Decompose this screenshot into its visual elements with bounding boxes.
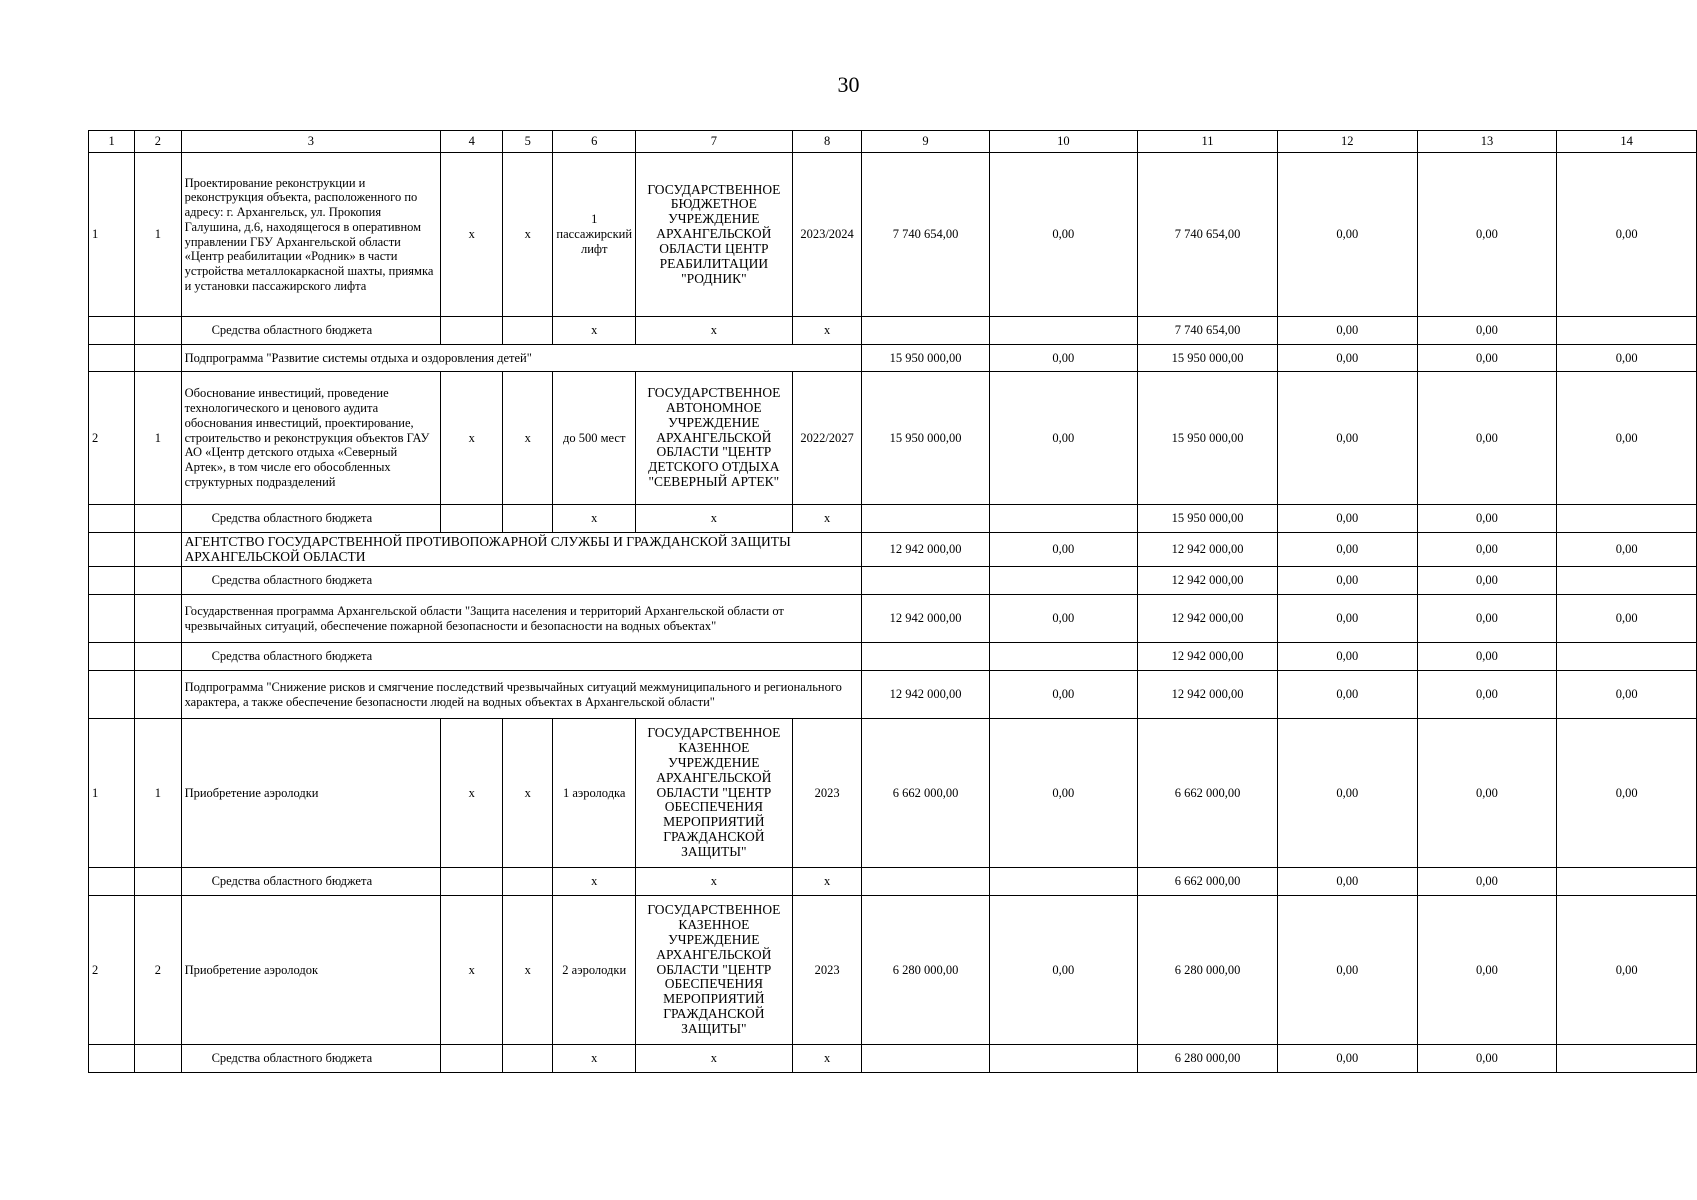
amount-col9: 15 950 000,00	[862, 345, 989, 372]
row-subnumber: 1	[135, 719, 181, 868]
amount-col11: 15 950 000,00	[1138, 345, 1278, 372]
amount-col13: 0,00	[1417, 533, 1557, 567]
agency-title: АГЕНТСТВО ГОСУДАРСТВЕННОЙ ПРОТИВОПОЖАРНОЙ СЛУЖБЫ И ГРАЖДАНСКОЙ ЗАЩИТЫ АРХАНГЕЛЬСКОЙ ОБЛАСТИ	[181, 533, 862, 567]
cell-col8: х	[792, 1045, 862, 1073]
amount-col12: 0,00	[1277, 505, 1417, 533]
column-header: 6	[553, 131, 636, 153]
row-subnumber: 1	[135, 153, 181, 317]
amount-col14: 0,00	[1557, 719, 1697, 868]
table-row-budget	[89, 643, 1697, 671]
amount-col13: 0,00	[1417, 896, 1557, 1045]
table-row-budget	[89, 868, 1697, 896]
amount-col13: 0,00	[1417, 868, 1557, 896]
column-header: 5	[503, 131, 553, 153]
amount-col12: 0,00	[1277, 1045, 1417, 1073]
page-number: 30	[837, 72, 860, 97]
table-row	[89, 372, 1697, 505]
period-cell: 2023/2024	[792, 153, 862, 317]
amount-col13: 0,00	[1417, 643, 1557, 671]
cell-col4: х	[441, 719, 503, 868]
column-header: 12	[1277, 131, 1417, 153]
row-number: 1	[89, 719, 135, 868]
amount-col13: 0,00	[1417, 567, 1557, 595]
budget-label: Средства областного бюджета	[181, 1045, 441, 1073]
cell-col5: х	[503, 153, 553, 317]
amount-col11: 6 662 000,00	[1138, 719, 1278, 868]
project-title: Обоснование инвестиций, проведение технологического и ценового аудита обоснования инвестиций, проектирование, строительство и реконструкция объектов ГАУ АО «Центр детского отдыха «Северный Артек», в том числе его обособленных структурных подразделений	[181, 372, 441, 505]
amount-col10: 0,00	[989, 372, 1137, 505]
row-number: 2	[89, 896, 135, 1045]
column-header: 13	[1417, 131, 1557, 153]
cell-col8: х	[792, 317, 862, 345]
capacity-cell: 2 аэролодки	[553, 896, 636, 1045]
table-row	[89, 719, 1697, 868]
subprogram-title: Подпрограмма "Снижение рисков и смягчение последствий чрезвычайных ситуаций межмуниципального и регионального характера, а также обеспечение безопасности людей на водных объектах в Архангельской области"	[181, 671, 862, 719]
cell-col6: х	[553, 868, 636, 896]
amount-col12: 0,00	[1277, 868, 1417, 896]
amount-col14: 0,00	[1557, 671, 1697, 719]
table-row-budget	[89, 317, 1697, 345]
column-header: 3	[181, 131, 441, 153]
amount-col10: 0,00	[989, 345, 1137, 372]
organization-cell: ГОСУДАРСТВЕННОЕ БЮДЖЕТНОЕ УЧРЕЖДЕНИЕ АРХАНГЕЛЬСКОЙ ОБЛАСТИ ЦЕНТР РЕАБИЛИТАЦИИ "РОДНИК"	[636, 153, 793, 317]
cell-col4: х	[441, 896, 503, 1045]
amount-col13: 0,00	[1417, 1045, 1557, 1073]
amount-col12: 0,00	[1277, 896, 1417, 1045]
budget-label: Средства областного бюджета	[181, 317, 441, 345]
amount-col11: 6 662 000,00	[1138, 868, 1278, 896]
cell-col5: х	[503, 719, 553, 868]
amount-col9: 12 942 000,00	[862, 595, 989, 643]
amount-col13: 0,00	[1417, 505, 1557, 533]
amount-col11: 12 942 000,00	[1138, 595, 1278, 643]
amount-col11: 6 280 000,00	[1138, 896, 1278, 1045]
amount-col12: 0,00	[1277, 372, 1417, 505]
program-title: Государственная программа Архангельской области "Защита населения и территорий Архангельской области от чрезвычайных ситуаций, обеспечение пожарной безопасности и безопасности на водных объектах"	[181, 595, 862, 643]
amount-col12: 0,00	[1277, 719, 1417, 868]
cell-col6: х	[553, 1045, 636, 1073]
amount-col11: 15 950 000,00	[1138, 505, 1278, 533]
column-header: 10	[989, 131, 1137, 153]
amount-col14: 0,00	[1557, 345, 1697, 372]
cell-col5: х	[503, 372, 553, 505]
column-header: 4	[441, 131, 503, 153]
period-cell: 2022/2027	[792, 372, 862, 505]
amount-col13: 0,00	[1417, 719, 1557, 868]
budget-label: Средства областного бюджета	[181, 505, 441, 533]
amount-col12: 0,00	[1277, 595, 1417, 643]
subprogram-title: Подпрограмма "Развитие системы отдыха и оздоровления детей"	[181, 345, 862, 372]
amount-col11: 12 942 000,00	[1138, 643, 1278, 671]
amount-col11: 7 740 654,00	[1138, 317, 1278, 345]
organization-cell: ГОСУДАРСТВЕННОЕ КАЗЕННОЕ УЧРЕЖДЕНИЕ АРХАНГЕЛЬСКОЙ ОБЛАСТИ "ЦЕНТР ОБЕСПЕЧЕНИЯ МЕРОПРИЯТИЙ ГРАЖДАНСКОЙ ЗАЩИТЫ"	[636, 719, 793, 868]
organization-cell: ГОСУДАРСТВЕННОЕ КАЗЕННОЕ УЧРЕЖДЕНИЕ АРХАНГЕЛЬСКОЙ ОБЛАСТИ "ЦЕНТР ОБЕСПЕЧЕНИЯ МЕРОПРИЯТИЙ ГРАЖДАНСКОЙ ЗАЩИТЫ"	[636, 896, 793, 1045]
amount-col9: 15 950 000,00	[862, 372, 989, 505]
budget-label: Средства областного бюджета	[181, 567, 862, 595]
amount-col9: 6 662 000,00	[862, 719, 989, 868]
cell-col4: х	[441, 372, 503, 505]
table-row-subprogram	[89, 671, 1697, 719]
cell-col8: х	[792, 505, 862, 533]
amount-col14: 0,00	[1557, 896, 1697, 1045]
amount-col11: 15 950 000,00	[1138, 372, 1278, 505]
amount-col9: 7 740 654,00	[862, 153, 989, 317]
cell-col7: х	[636, 1045, 793, 1073]
row-subnumber: 2	[135, 896, 181, 1045]
cell-col5: х	[503, 896, 553, 1045]
column-header: 14	[1557, 131, 1697, 153]
cell-col4: х	[441, 153, 503, 317]
table-row-budget	[89, 1045, 1697, 1073]
amount-col12: 0,00	[1277, 153, 1417, 317]
period-cell: 2023	[792, 896, 862, 1045]
amount-col12: 0,00	[1277, 317, 1417, 345]
row-number: 2	[89, 372, 135, 505]
column-header: 7	[636, 131, 793, 153]
budget-table	[88, 130, 1697, 1073]
amount-col12: 0,00	[1277, 567, 1417, 595]
amount-col13: 0,00	[1417, 671, 1557, 719]
row-number: 1	[89, 153, 135, 317]
amount-col12: 0,00	[1277, 533, 1417, 567]
cell-col6: х	[553, 505, 636, 533]
amount-col9: 6 280 000,00	[862, 896, 989, 1045]
column-header: 8	[792, 131, 862, 153]
table-row-subprogram	[89, 345, 1697, 372]
amount-col10: 0,00	[989, 153, 1137, 317]
amount-col10: 0,00	[989, 671, 1137, 719]
amount-col14: 0,00	[1557, 533, 1697, 567]
amount-col13: 0,00	[1417, 595, 1557, 643]
amount-col13: 0,00	[1417, 372, 1557, 505]
amount-col12: 0,00	[1277, 671, 1417, 719]
cell-col7: х	[636, 868, 793, 896]
amount-col9: 12 942 000,00	[862, 533, 989, 567]
cell-col8: х	[792, 868, 862, 896]
table-row	[89, 896, 1697, 1045]
table-row-program	[89, 595, 1697, 643]
organization-cell: ГОСУДАРСТВЕННОЕ АВТОНОМНОЕ УЧРЕЖДЕНИЕ АРХАНГЕЛЬСКОЙ ОБЛАСТИ "ЦЕНТР ДЕТСКОГО ОТДЫХА "СЕВЕРНЫЙ АРТЕК"	[636, 372, 793, 505]
capacity-cell: 1 пассажирский лифт	[553, 153, 636, 317]
amount-col10: 0,00	[989, 533, 1137, 567]
column-number-row	[89, 131, 1697, 153]
column-header: 11	[1138, 131, 1278, 153]
amount-col10: 0,00	[989, 719, 1137, 868]
column-header: 9	[862, 131, 989, 153]
amount-col11: 6 280 000,00	[1138, 1045, 1278, 1073]
budget-label: Средства областного бюджета	[181, 643, 862, 671]
column-header: 2	[135, 131, 181, 153]
capacity-cell: до 500 мест	[553, 372, 636, 505]
amount-col9: 12 942 000,00	[862, 671, 989, 719]
table-row-budget	[89, 505, 1697, 533]
amount-col14: 0,00	[1557, 372, 1697, 505]
amount-col11: 12 942 000,00	[1138, 533, 1278, 567]
column-header: 1	[89, 131, 135, 153]
amount-col13: 0,00	[1417, 345, 1557, 372]
table-row	[89, 153, 1697, 317]
table-row-budget	[89, 567, 1697, 595]
amount-col11: 12 942 000,00	[1138, 671, 1278, 719]
budget-label: Средства областного бюджета	[181, 868, 441, 896]
amount-col13: 0,00	[1417, 317, 1557, 345]
amount-col12: 0,00	[1277, 643, 1417, 671]
project-title: Приобретение аэролодки	[181, 719, 441, 868]
amount-col14: 0,00	[1557, 153, 1697, 317]
cell-col7: х	[636, 317, 793, 345]
cell-col7: х	[636, 505, 793, 533]
amount-col14: 0,00	[1557, 595, 1697, 643]
amount-col11: 7 740 654,00	[1138, 153, 1278, 317]
amount-col10: 0,00	[989, 595, 1137, 643]
cell-col6: х	[553, 317, 636, 345]
amount-col12: 0,00	[1277, 345, 1417, 372]
project-title: Проектирование реконструкции и реконструкция объекта, расположенного по адресу: г. Архангельск, ул. Прокопия Галушина, д.6, находящегося в оперативном управлении ГБУ Архангельской области «Центр реабилитации «Родник» в части устройства металлокаркасной шахты, приямка и установки пассажирского лифта	[181, 153, 441, 317]
amount-col10: 0,00	[989, 896, 1137, 1045]
amount-col11: 12 942 000,00	[1138, 567, 1278, 595]
period-cell: 2023	[792, 719, 862, 868]
project-title: Приобретение аэролодок	[181, 896, 441, 1045]
row-subnumber: 1	[135, 372, 181, 505]
capacity-cell: 1 аэролодка	[553, 719, 636, 868]
amount-col13: 0,00	[1417, 153, 1557, 317]
table-row-agency	[89, 533, 1697, 567]
